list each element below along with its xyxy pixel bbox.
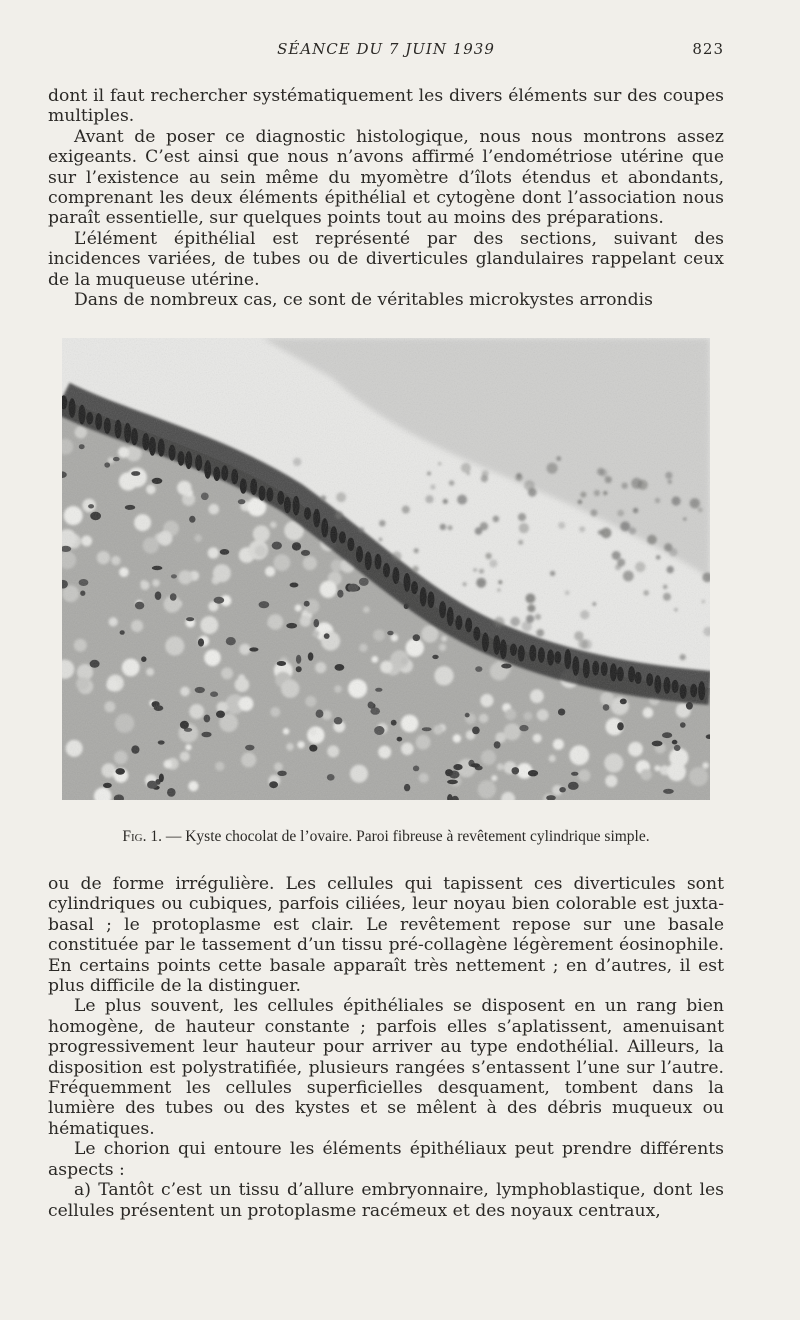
paragraph: Le plus souvent, les cellules épithéliales se disposent en un rang bien homogène, de hauteur constante ; parfois elles s’aplatissent, amenuisant progressivement leur hauteur pour arriver au type endothélial. Ailleurs, la disposition est polystratifiée, plusieurs rangées s’entassent l’une sur l’autre. Fréquemment les cellules superficielles desquament, tombent dans la lumière des tubes ou des kystes et se mêlent à des débris muqueux ou hématiques. — [48, 996, 724, 1139]
paragraph: a) Tantôt c’est un tissu d’allure embryonnaire, lymphoblastique, dont les cellules présentent un protoplasme racémeux et des noyaux centraux, — [48, 1180, 724, 1221]
paragraph: L’élément épithélial est représenté par des sections, suivant des incidences variées, de tubes ou de diverticules glandulaires rappelant ceux de la muqueuse utérine. — [48, 228, 724, 290]
figure-caption — [48, 828, 724, 846]
paragraph: Avant de poser ce diagnostic histologique, nous nous montrons assez exigeants. C’est ainsi que nous n’avons affirmé l’endométriose utérine que sur l’existence au sein même du myomètre d’îlots étendus et abondants, comprenant les deux éléments épithélial et cytogène dont l’association nous paraît essentielle, sur quelques points tout au moins des préparations. — [48, 126, 724, 229]
paragraph: dont il faut rechercher systématiquement les divers éléments sur des coupes multiples. — [48, 86, 724, 127]
text-block-bottom — [48, 874, 724, 1221]
paragraph: Le chorion qui entoure les éléments épithéliaux peut prendre différents aspects : — [48, 1139, 724, 1180]
paragraph: Dans de nombreux cas, ce sont de véritables microkystes arrondis — [74, 290, 653, 311]
micrograph-image — [62, 338, 710, 800]
page-number: 823 — [692, 40, 724, 58]
figure-caption-text: — Kyste chocolat de l’ovaire. Paroi fibreuse à revêtement cylindrique simple. — [165, 828, 650, 845]
paragraph: ou de forme irrégulière. Les cellules qui tapissent ces diverticules sont cylindriques ou cubiques, parfois ciliées, leur noyau bien colorable est juxta-basal ; le protoplasme est clair. Le revêtement repose sur une basale constituée par le tassement d’un tissu pré-collagène légèrement éosinophile. En certains points cette basale apparaît très nettement ; en d’autres, il est plus difficile de la distinguer. — [48, 874, 724, 997]
text-block-top — [48, 86, 724, 310]
figure-label: Fig. 1. — [122, 828, 162, 845]
micrograph-figure — [62, 338, 710, 800]
running-title: SÉANCE DU 7 JUIN 1939 — [277, 40, 495, 58]
running-header — [48, 40, 724, 64]
